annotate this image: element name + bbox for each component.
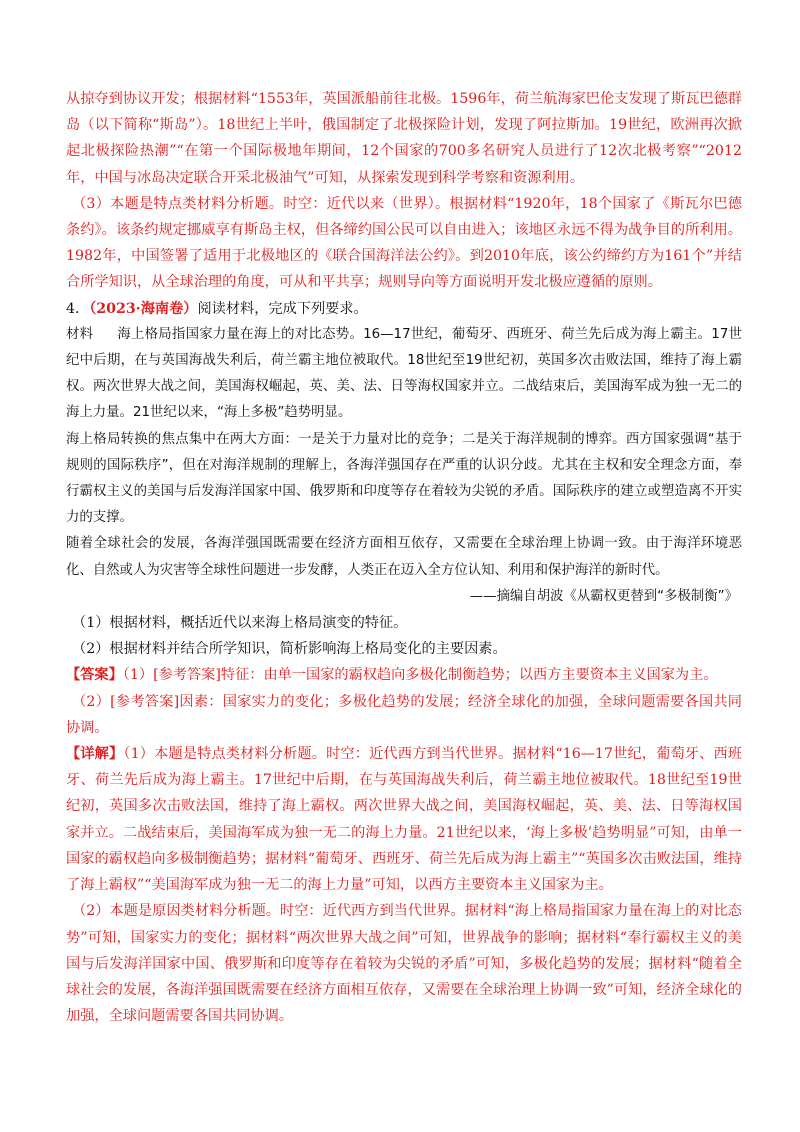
material-paragraph-2: 海上格局转换的焦点集中在两大方面：一是关于力量对比的竞争；二是关于海洋规制的博弈。西方国家强调“基于规则的国际秩序”，但在对海洋规制的理解上，各海洋强国存在严重的认识分歧。尤其在主权和安全理念方面，奉行霸权主义的美国与后发海洋国家中国、俄罗斯和印度等存在着较为尖锐的矛盾。国际秩序的建立或塑造离不开实力的支撑。	[66, 431, 742, 526]
material-paragraph-1	[66, 322, 742, 427]
material-paragraph-3: 随着全球社会的发展，各海洋强国既需要在经济方面相互依存，又需要在全球治理上协调一致。由于海洋环境恶化、自然或人为灾害等全球性问题进一步发酵，人类正在迈入全方位认知、利用和保护海洋的新时代。	[66, 536, 742, 578]
answer-tag: 【答案】	[66, 667, 123, 684]
question-number: 4．	[66, 300, 90, 317]
material-label: 材料	[66, 326, 94, 342]
detail-paragraph-1	[66, 741, 742, 898]
detail-tag: 【详解】	[66, 746, 124, 763]
answer-text-1: （1）[参考答案]特征：由单一国家的霸权趋向多极化制衡趋势；以西方主要资本主义国家为主。	[122, 667, 718, 684]
previous-answer-paragraph-1: 从掠夺到协议开发；根据材料“1553年，英国派船前往北极。1596年，荷兰航海家巴伦支发现了斯瓦巴德群岛（以下简称“斯岛”）。18世纪上半叶，俄国制定了北极探险计划，发现了阿拉斯加。19世纪，欧洲再次掀起北极探险热潮”“在第一个国际极地年期间，12个国家的700多名研究人员进行了12次北极考察”“2012年，中国与冰岛决定联合开采北极油气”可知，从探索发现到科学考察和资源利用。	[66, 91, 742, 186]
sub-question-2: （2）根据材料并结合所学知识，简析影响海上格局变化的主要因素。	[72, 641, 507, 658]
previous-answer-paragraph-2: （3）本题是特点类材料分析题。时空：近代以来（世界）。根据材料“1920年，18个国家了《斯瓦尔巴德条约》。该条约规定挪威享有斯岛主权，但各缔约国公民可以自由进入；该地区永远不得为战争目的所利用。1982年，中国签署了适用于北极地区的《联合国海洋法公约》。到2010年底，该公约缔约方为161个”并结合所学知识，从全球治理的角度，可从和平共享；规则导向等方面说明开发北极应遵循的原则。	[66, 195, 742, 291]
question-header	[66, 296, 742, 322]
document-page	[66, 86, 742, 1029]
answer-paragraph-1	[66, 662, 742, 688]
material-text-1: 海上格局指国家力量在海上的对比态势。16—17世纪，葡萄牙、西班牙、荷兰先后成为海上霸主。17世纪中后期，在与英国海战失利后，荷兰霸主地位被取代。18世纪至19世纪初，英国多次击败法国，维持了海上霸权。两次世界大战之间，美国海权崛起，英、美、法、日等海权国家并立。二战结束后，美国海军成为独一无二的海上力量。21世纪以来，“海上多极”趋势明显。	[66, 326, 742, 421]
answer-paragraph-2: （2）[参考答案]因素：国家实力的变化；多极化趋势的发展；经济全球化的加强，全球问题需要各国共同协调。	[66, 693, 742, 736]
question-prompt: 阅读材料，完成下列要求。	[197, 300, 368, 317]
sub-question-1: （1）根据材料，概括近代以来海上格局演变的特征。	[72, 615, 408, 632]
material-citation: ——摘编自胡波《从霸权更替到“多极制衡”》	[469, 588, 738, 604]
question-source: （2023·海南卷）	[89, 300, 198, 317]
detail-paragraph-2: （2）本题是原因类材料分析题。时空：近代西方到当代世界。据材料“海上格局指国家力量在海上的对比态势”可知，国家实力的变化；据材料“两次世界大战之间”可知，世界战争的影响；据材料“奉行霸权主义的美国与后发海洋国家中国、俄罗斯和印度等存在着较为尖锐的矛盾”可知，多极化趋势的发展；据材料“随着全球社会的发展，各海洋强国既需要在经济方面相互依存，又需要在全球治理上协调一致”可知，经济全球化的加强，全球问题需要各国共同协调。	[66, 903, 742, 1025]
material-block	[66, 322, 742, 610]
detail-text-1: （1）本题是特点类材料分析题。时空：近代西方到当代世界。据材料“16—17世纪，葡萄牙、西班牙、荷兰先后成为海上霸主。17世纪中后期，在与英国海战失利后，荷兰霸主地位被取代。18世纪至19世纪初，英国多次击败法国，维持了海上霸权。两次世界大战之间，美国海权崛起，英、美、法、日等海权国家并立。二战结束后，美国海军成为独一无二的海上力量。21世纪以来，‘海上多极’趋势明显”可知，由单一国家的霸权趋向多极制衡趋势；据材料“葡萄牙、西班牙、荷兰先后成为海上霸主”“英国多次击败法国，维持了海上霸权”“美国海军成为独一无二的海上力量”可知，以西方主要资本主义国家为主。	[66, 746, 742, 894]
